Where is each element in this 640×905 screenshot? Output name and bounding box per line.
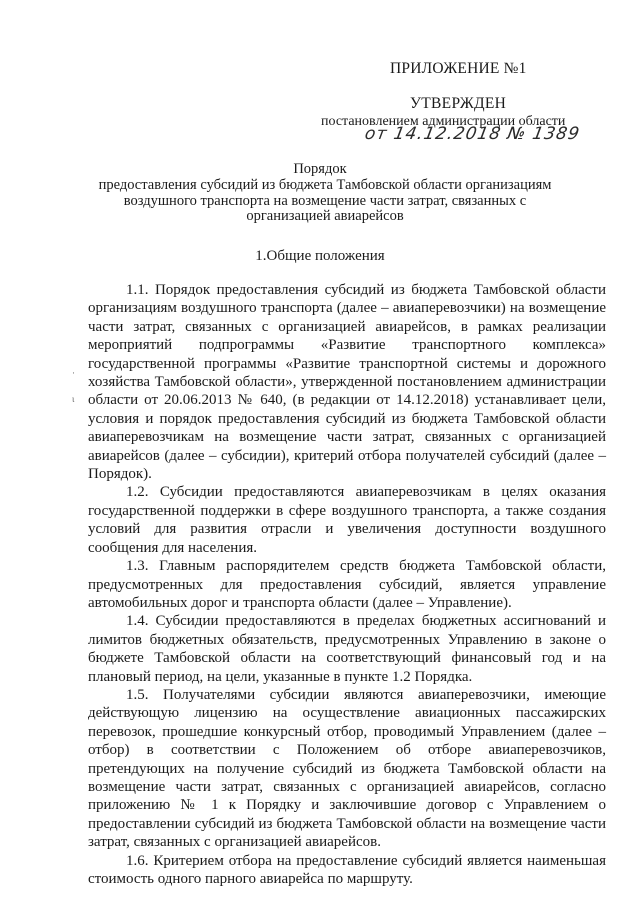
section-heading: 1.Общие положения [255, 248, 385, 264]
appendix-label: ПРИЛОЖЕНИЕ №1 [390, 60, 527, 77]
scan-margin-mark: · [72, 368, 75, 378]
handwritten-date: от 14.12.2018 № 1389 [363, 124, 582, 144]
paragraph-1-2: 1.2. Субсидии предоставляются авиаперевозчикам в целях оказания государственной поддержки в сфере воздушного транспорта, а также создания условий для развития отрасли и увеличения доступности воздушного сообщения для населения. [88, 484, 606, 556]
paragraph-1-3: 1.3. Главным распорядителем средств бюджета Тамбовской области, предусмотренных для предоставления субсидий, является управление автомобильных дорог и транспорта области (далее – Управление). [88, 558, 606, 611]
decree-label: постановлением администрации области [321, 114, 566, 129]
scan-margin-mark: ι [72, 394, 75, 404]
paragraph-1-5: 1.5. Получателями субсидии являются авиаперевозчики, имеющие действующую лицензию на осуществление авиационных пассажирских перевозок, прошедшие конкурсный отбор, проводимый Управлением (далее – отбор) в соответствии с Положением об отборе авиаперевозчиков, претендующих на получение субсидий из бюджета Тамбовской области на возмещение части затрат, связанных с организацией авиарейсов, согласно приложению № 1 к Порядку и заключившие договор с Управлением о предоставлении субсидий из бюджета Тамбовской области на возмещение части затрат, связанных с организацией авиарейсов. [88, 686, 606, 851]
document-title: Порядок [293, 161, 347, 177]
document-subtitle: предоставления субсидий из бюджета Тамбовской области организациям воздушного транспорта на возмещение части затрат, связанных с организацией авиарейсов [98, 177, 552, 224]
section-body [88, 281, 606, 888]
paragraph-1-1: 1.1. Порядок предоставления субсидий из бюджета Тамбовской области организациям воздушного транспорта (далее – авиаперевозчики) на возмещение части затрат, связанных с организацией авиарейсов, в рамках реализации мероприятий подпрограммы «Развитие транспортного комплекса» государственной программы «Развитие транспортной системы и дорожного хозяйства Тамбовской области», утвержденной постановлением администрации области от 20.06.2013 № 640, (в редакции от 14.12.2018) устанавливает цели, условия и порядок предоставления субсидий из бюджета Тамбовской области авиаперевозчикам на возмещение части затрат, связанных с организацией авиарейсов (далее – субсидии), критерий отбора получателей субсидий (далее – Порядок). [88, 282, 606, 483]
paragraph-1-4: 1.4. Субсидии предоставляются в пределах бюджетных ассигнований и лимитов бюджетных обязательств, предусмотренных Управлению в законе о бюджете Тамбовской области на соответствующий финансовый год и на плановый период, на цели, указанные в пункте 1.2 Порядка. [88, 613, 606, 685]
paragraph-1-6: 1.6. Критерием отбора на предоставление субсидий является наименьшая стоимость одного парного авиарейса по маршруту. [88, 852, 606, 887]
approved-label: УТВЕРЖДЕН [410, 95, 507, 112]
